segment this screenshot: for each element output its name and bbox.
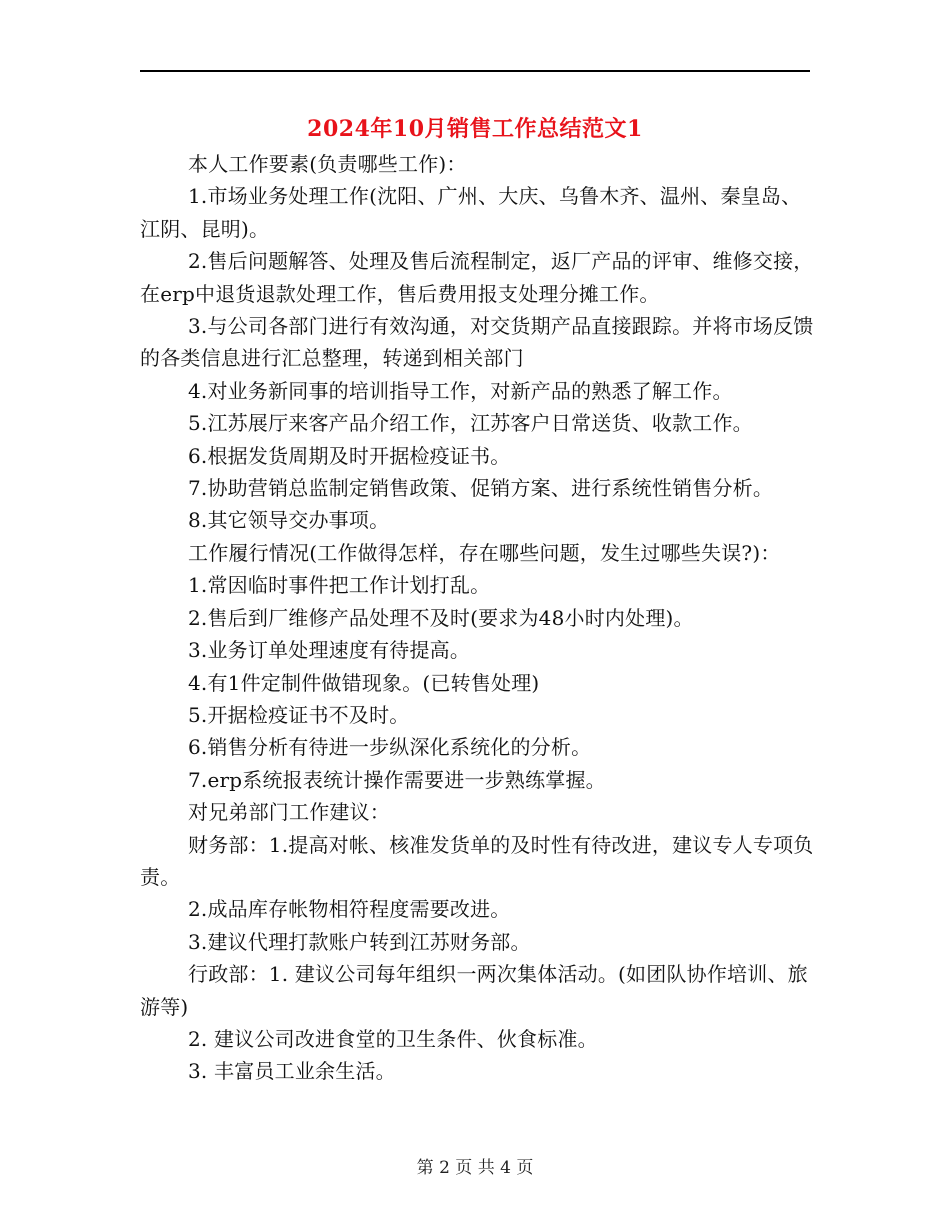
paragraph: 2.售后到厂维修产品处理不及时(要求为48小时内处理)。: [188, 605, 694, 630]
paragraph: 5.开据检疫证书不及时。: [188, 702, 410, 727]
paragraph: 财务部：1.提高对帐、核准发货单的及时性有待改进，建议专人专项负责。: [140, 832, 814, 889]
paragraph: 2.成品库存帐物相符程度需要改进。: [188, 897, 511, 922]
paragraph: 7.协助营销总监制定销售政策、促销方案、进行系统性销售分析。: [188, 476, 774, 501]
page-footer: 第 2 页 共 4 页: [416, 1158, 534, 1178]
paragraph: 3.建议代理打款账户转到江苏财务部。: [188, 929, 531, 954]
document-body: [140, 148, 816, 1088]
paragraph: 8.其它领导交办事项。: [188, 508, 390, 533]
paragraph: 2. 建议公司改进食堂的卫生条件、伙食标准。: [188, 1026, 598, 1051]
paragraph: 工作履行情况(工作做得怎样，存在哪些问题，发生过哪些失误?)：: [188, 540, 781, 565]
paragraph: 3.业务订单处理速度有待提高。: [188, 638, 471, 663]
paragraph: 本人工作要素(负责哪些工作)：: [188, 152, 467, 176]
paragraph: 3. 丰富员工业余生活。: [188, 1059, 396, 1084]
paragraph: 1.市场业务处理工作(沈阳、广州、大庆、乌鲁木齐、温州、秦皇岛、江阴、昆明)。: [140, 184, 802, 241]
paragraph: 2.售后问题解答、处理及售后流程制定，返厂产品的评审、维修交接，在erp中退货退款处理工作，售后费用报支处理分摊工作。: [140, 249, 814, 306]
header-rule: [140, 70, 810, 72]
paragraph: 3.与公司各部门进行有效沟通，对交货期产品直接跟踪。并将市场反馈的各类信息进行汇总整理，转递到相关部门: [140, 314, 814, 371]
document-title: 2024年10月销售工作总结范文1: [307, 116, 643, 142]
paragraph: 7.erp系统报表统计操作需要进一步熟练掌握。: [188, 767, 606, 792]
paragraph: 6.根据发货周期及时开据检疫证书。: [188, 443, 511, 468]
paragraph: 6.销售分析有待进一步纵深化系统化的分析。: [188, 735, 592, 760]
paragraph: 1.常因临时事件把工作计划打乱。: [188, 573, 491, 598]
paragraph: 4.对业务新同事的培训指导工作，对新产品的熟悉了解工作。: [188, 378, 733, 403]
paragraph: 行政部：1. 建议公司每年组织一两次集体活动。(如团队协作培训、旅游等): [140, 962, 808, 1019]
paragraph: 对兄弟部门工作建议：: [188, 800, 390, 825]
paragraph: 4.有1件定制件做错现象。(已转售处理): [188, 670, 540, 695]
paragraph: 5.江苏展厅来客产品介绍工作，江苏客户日常送货、收款工作。: [188, 411, 753, 436]
